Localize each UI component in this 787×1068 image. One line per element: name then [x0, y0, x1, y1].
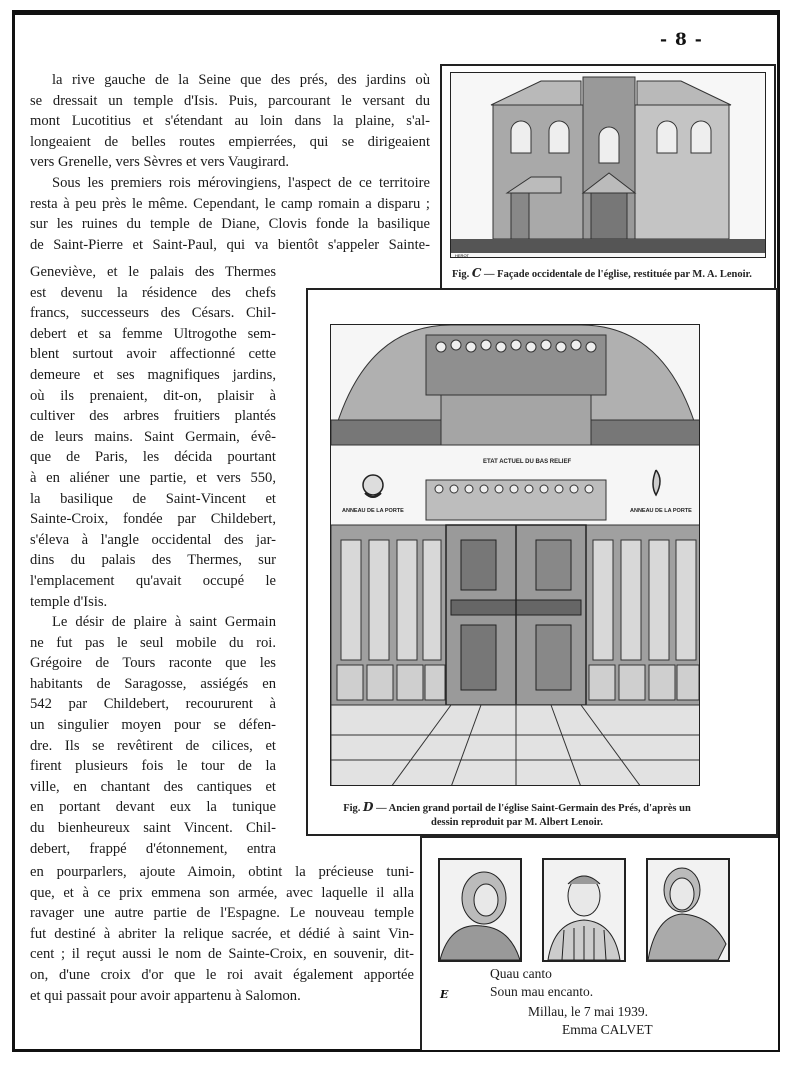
author-name: Emma CALVET [562, 1022, 653, 1037]
text-line: que de Paris, les décida pourtant [30, 449, 276, 466]
text-line: temple d'Isis. [30, 593, 108, 610]
text-line: dins du palais des Thermes, sur [30, 552, 276, 569]
portrait-1 [438, 858, 522, 962]
figure-c-caption [452, 266, 752, 280]
portrait-3 [646, 858, 730, 962]
text-line: ravager une autre partie de l'Espagne. Le nouveau temple [30, 905, 414, 922]
page-number: - 8 - [660, 30, 703, 50]
figure-d [306, 288, 778, 836]
article-text-top [30, 70, 430, 255]
text-line: se dressait un temple d'Isis. Puis, parcourant le versant du [30, 92, 430, 109]
text-line: francs, successeurs des Césars. Chil- [30, 305, 276, 322]
text-line: Geneviève, et le palais des Thermes [30, 264, 276, 280]
closing-box [420, 836, 778, 1050]
svg-text:HEROT: HEROT [455, 253, 469, 258]
text-line: à en aliéner une partie, et vers 550, [30, 469, 276, 486]
text-line: la rive gauche de la Seine que des prés, des jardins où [52, 72, 430, 88]
figure-c [440, 64, 776, 290]
church-facade-drawing [451, 73, 766, 258]
figure-c-letter: C [471, 266, 482, 280]
figure-d-caption-text: — Ancien grand portail de l'église Saint-Germain des Prés, d'après un dessin reproduit par M. Albert Lenoir. [376, 803, 691, 828]
text-line: Sainte-Croix, fondée par Childebert, [30, 511, 276, 528]
text-line: cultiver des arbres fruitiers plantés [30, 408, 276, 425]
text-line: ville, en chantant des cantiques et [30, 778, 276, 795]
left-knocker-label: ANNEAU DE LA PORTE [342, 508, 404, 514]
portrait-3-drawing [648, 860, 728, 960]
text-line: resta à peu près le même. Cependant, le camp romain a disparu ; [30, 195, 430, 212]
text-line: on, d'une croix d'or que le roi avait également apportée [30, 966, 414, 983]
text-line: Sous les premiers rois mérovingiens, l'aspect de ce territoire [52, 174, 430, 191]
text-line: en portant devant eux la tunique [30, 799, 276, 816]
figure-d-letter: D [363, 800, 374, 814]
text-line: que, et à ce prix emmena son armée, avec laquelle il alla [30, 884, 414, 901]
bas-relief-title: ETAT ACTUEL DU BAS RELIEF [483, 459, 572, 465]
signature-mark: E [440, 988, 449, 1001]
portrait-2-drawing [544, 860, 624, 960]
right-knocker-label: ANNEAU DE LA PORTE [630, 508, 692, 514]
text-line: en pourparlers, ajoute Aimoin, obtint la précieuse tuni- [30, 864, 414, 880]
church-portal-illustration [330, 324, 700, 786]
text-line: blent surtout avoir affectionné cette [30, 346, 276, 363]
text-line: fut destiné à abriter la relique sacrée, et dédié à saint Vin- [30, 925, 414, 942]
text-line: demeure et ses magnifiques jardins, [30, 366, 276, 383]
text-line: mont Lucotitius et s'étendant au loin dans la plaine, s'al- [30, 113, 430, 130]
article-text-narrow [30, 262, 276, 859]
text-line: de leurs mains. Saint Germain, évê- [30, 428, 276, 445]
text-line: dre. Ils se revêtirent de cilices, et [30, 737, 276, 754]
text-line: où ils prenaient, dit-on, plaisir à [30, 387, 276, 404]
text-line: firent plusieurs fois le tour de la [30, 758, 276, 775]
figure-d-label: Fig. [343, 803, 361, 814]
text-line: un singulier moyen pour se défen- [30, 717, 276, 734]
text-line: longeaient de belles routes empierrées, qui se dirigeaient [30, 133, 430, 150]
text-line: Grégoire de Tours raconte que les [30, 655, 276, 672]
text-line: habitants de Saragosse, assiégés en [30, 675, 276, 692]
figure-c-label: Fig. [452, 269, 470, 280]
text-line: debert et sa femme Ultrogothe sem- [30, 325, 276, 342]
text-line: cent ; il reçut aussi le nom de Sainte-Croix, en souvenir, dit- [30, 946, 414, 963]
text-line: debert, frappé d'étonnement, entra [30, 840, 276, 857]
text-line: la basilique de Saint-Vincent et [30, 490, 276, 507]
text-line: et qui passait pour avoir appartenu à Salomon. [30, 987, 301, 1004]
text-line: sur les ruines du temple de Diane, Clovis fonde la basilique [30, 216, 430, 233]
text-line: l'emplacement qu'avait occupé le [30, 572, 276, 589]
church-portal-drawing [331, 325, 700, 786]
verse-line-2: Soun mau encanto. [490, 984, 594, 999]
portrait-2 [542, 858, 626, 962]
portrait-1-drawing [440, 860, 520, 960]
text-line: vers Grenelle, vers Sèvres et vers Vaugirard. [30, 154, 290, 171]
text-line: est devenu la résidence des chefs [30, 284, 276, 301]
text-line: du bienheureux saint Vincent. Chil- [30, 820, 276, 837]
church-facade-illustration [450, 72, 766, 258]
place-date: Millau, le 7 mai 1939. [528, 1004, 648, 1019]
text-line: ne fut pas le seul mobile du roi. [30, 634, 276, 651]
text-line: Le désir de plaire à saint Germain [52, 614, 276, 631]
figure-d-caption [332, 800, 702, 830]
figure-c-caption-text: — Façade occidentale de l'église, restituée par M. A. Lenoir. [484, 269, 752, 280]
text-line: 542 par Childebert, recoururent à [30, 696, 276, 713]
text-line: s'éleva à l'angle occidental des jar- [30, 531, 276, 548]
article-text-bottom [30, 862, 414, 1006]
verse-line-1: Quau canto [490, 966, 552, 981]
text-line: de Saint-Pierre et Saint-Paul, qui va bientôt s'appeler Sainte- [30, 236, 430, 253]
